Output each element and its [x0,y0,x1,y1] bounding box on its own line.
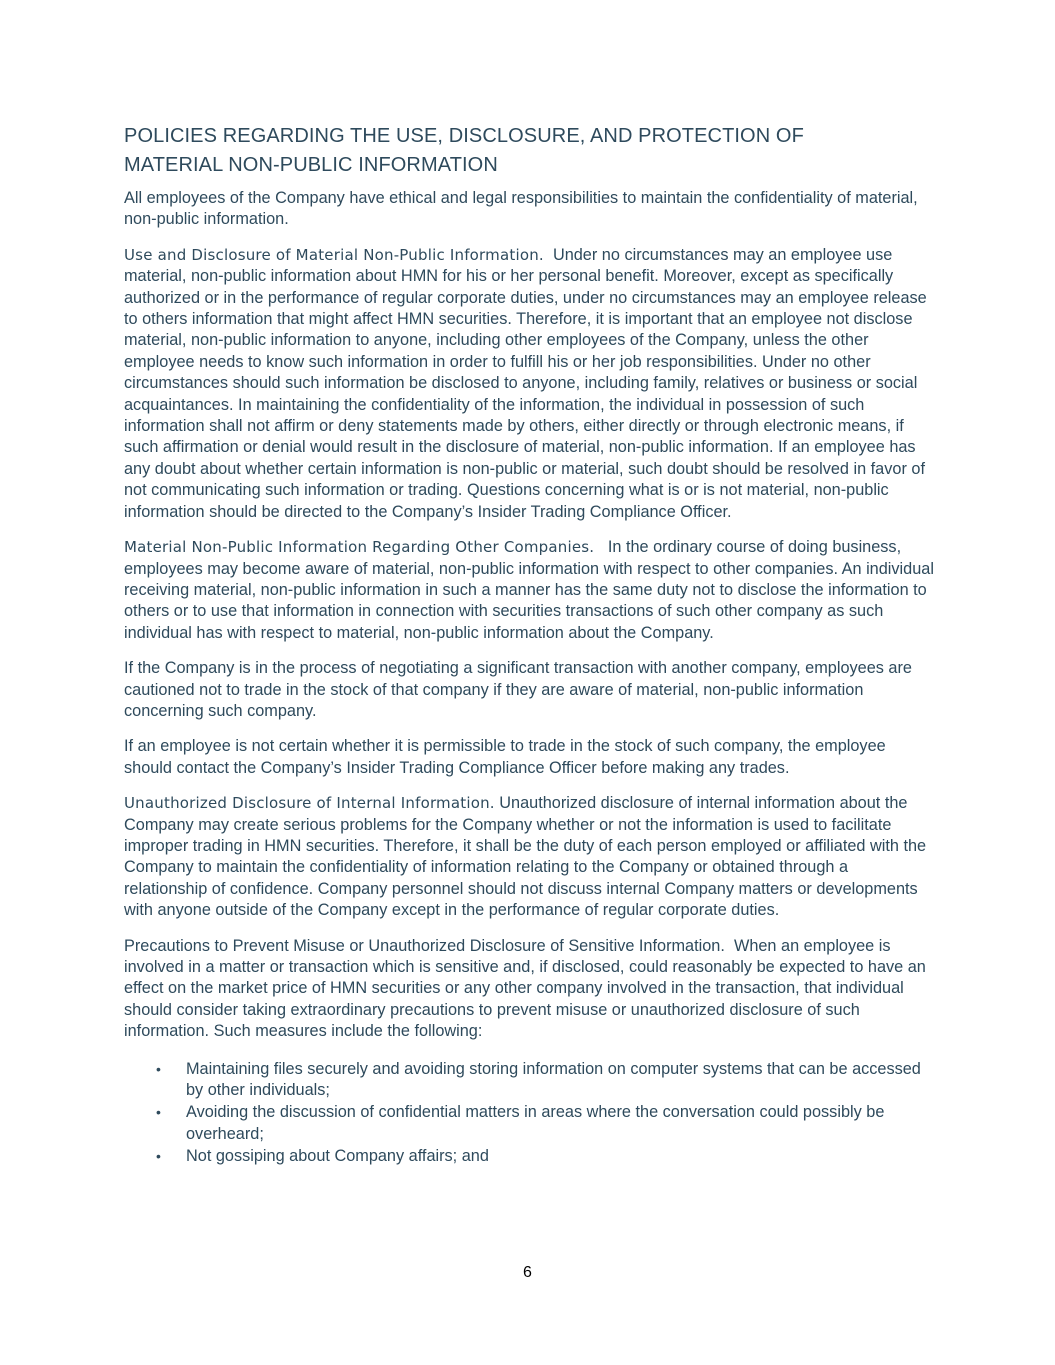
use-disclosure-body: Under no circumstances may an employee use material, non-public information about HMN for his or her personal benefit. Moreover, except as specifically authorized or in the performance of regular corporate duties, under no circumstances may an employee release to others information that might affect HMN securities. Therefore, it is important that an employee not disclose material, non-public information to anyone, including other employees of the Company, unless the other employee needs to know such information in order to fulfill his or her job responsibilities. Under no other circumstances should such information be disclosed to anyone, including family, relatives or business or social acquaintances. In maintaining the confidentiality of the information, the individual in possession of such information shall not affirm or deny statements made by others, either directly or through electronic means, if such affirmation or denial would result in the disclosure of material, non-public information. If an employee has any doubt about whether certain information is non-public or material, such doubt should be resolved in favor of not communicating such information or trading. Questions concerning what is or is not material, non-public information should be directed to the Company’s Insider Trading Compliance Officer. [124,245,927,521]
other-companies-paragraph [124,537,934,644]
negotiating-paragraph: If the Company is in the process of negotiating a significant transaction with another company, employees are cautioned not to trade in the stock of that company if they are aware of material, non-public information concerning such company. [124,659,912,720]
heading-line-2: MATERIAL NON-PUBLIC INFORMATION [124,154,498,176]
not-certain-paragraph: If an employee is not certain whether it is permissible to trade in the stock of such company, the employee should contact the Company’s Insider Trading Compliance Officer before making any trades. [124,737,886,777]
bullet-icon: • [156,1148,161,1165]
list-item [124,1146,934,1167]
list-item-text: Maintaining files securely and avoiding storing information on computer systems that can be accessed by other individuals; [186,1059,921,1100]
other-companies-title: Material Non-Public Information Regarding Other Companies. [124,538,595,557]
heading-line-1: POLICIES REGARDING THE USE, DISCLOSURE, AND PROTECTION OF [124,125,804,147]
list-item [124,1102,934,1145]
other-companies-body: In the ordinary course of doing business, employees may become aware of material, non-public information with respect to other companies. An individual receiving material, non-public information in such a manner has the same duty not to disclose the information to others or to use that information in connection with securities transactions of such other company as such individual has with respect to material, non-public information about the Company. [124,538,934,642]
precautions-list [124,1059,934,1168]
precautions-body: When an employee is involved in a matter or transaction which is sensitive and, if disclosed, could reasonably be expected to have an effect on the market price of HMN securities or any other company involved in the transaction, that individual should consider taking extraordinary precautions to prevent misuse or unauthorized disclosure of such information. Such measures include the following: [124,936,926,1041]
unauthorized-title: Unauthorized Disclosure of Internal Information. [124,794,495,813]
list-item-text: Avoiding the discussion of confidential matters in areas where the conversation could possibly be overheard; [186,1103,885,1143]
list-item-text: Not gossiping about Company affairs; and [186,1147,489,1166]
intro-paragraph: All employees of the Company have ethical and legal responsibilities to maintain the confidentiality of material, non-public information. [124,189,918,229]
precautions-title: Precautions to Prevent Misuse or Unauthorized Disclosure of Sensitive Information. [124,936,725,955]
precautions-paragraph [124,936,934,1043]
bullet-icon: • [156,1104,161,1121]
unauthorized-body: Unauthorized disclosure of internal information about the Company may create serious problems for the Company whether or not the information is used to facilitate improper trading in HMN securities. Therefore, it shall be the duty of each person employed or affiliated with the Company to maintain the confidentiality of information relating to the Company or obtained through a relationship of confidence. Company personnel should not discuss internal Company matters or developments with anyone outside of the Company except in the performance of regular corporate duties. [124,794,927,920]
document-page [124,122,934,1169]
unauthorized-paragraph [124,793,934,921]
page-number: 6 [523,1264,532,1281]
list-item [124,1059,934,1102]
bullet-icon: • [156,1060,161,1077]
use-disclosure-paragraph [124,245,934,523]
use-disclosure-title: Use and Disclosure of Material Non-Public Information. [124,245,544,264]
section-heading [124,122,934,180]
